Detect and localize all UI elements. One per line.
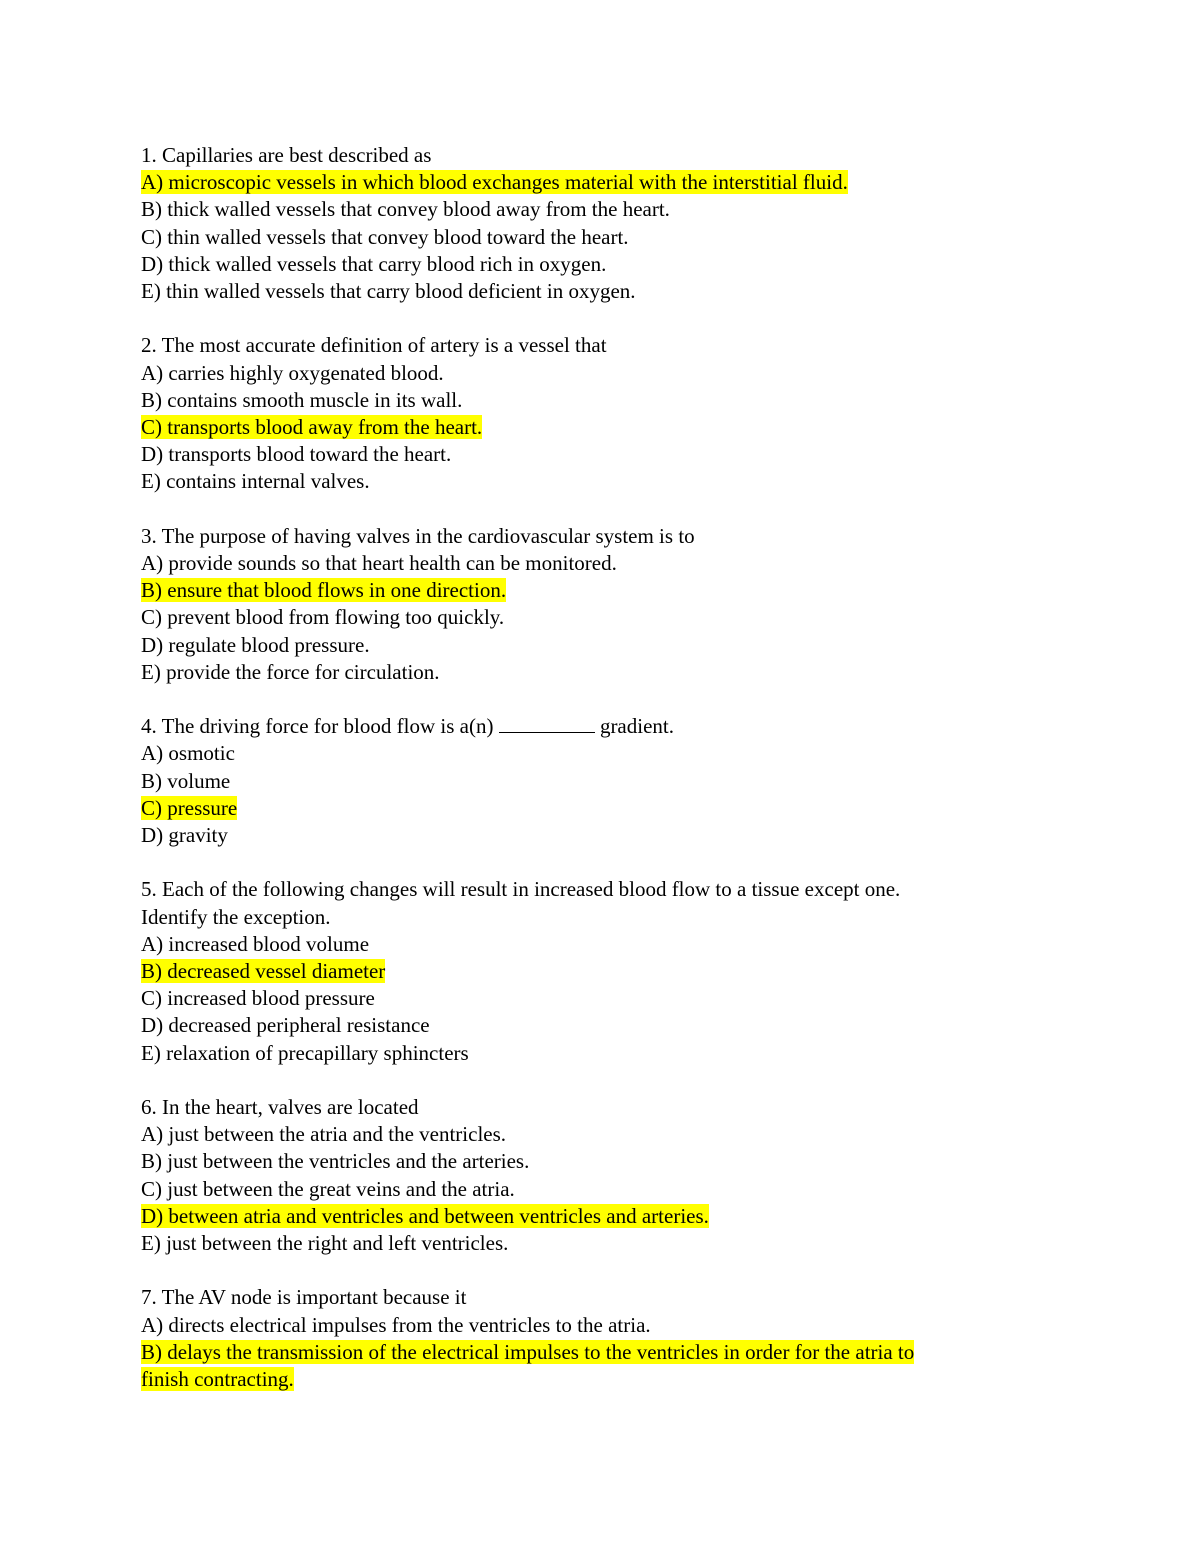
answer-option: E) provide the force for circulation. xyxy=(141,659,440,684)
answer-option: E) just between the right and left ventricles. xyxy=(141,1231,509,1256)
answer-option: A) directs electrical impulses from the ventricles to the atria. xyxy=(141,1312,651,1337)
answer-option: E) thin walled vessels that carry blood deficient in oxygen. xyxy=(141,279,636,304)
highlighted-answer: B) delays the transmission of the electrical impulses to the ventricles in order for the atria to xyxy=(141,1339,915,1364)
answer-option: A) increased blood volume xyxy=(141,931,370,956)
answer-option-correct-continued xyxy=(141,1366,1041,1393)
answer-option-correct xyxy=(141,169,1041,196)
question-4 xyxy=(141,713,1041,849)
highlighted-answer: finish contracting. xyxy=(141,1367,294,1392)
answer-option: A) just between the atria and the ventricles. xyxy=(141,1122,507,1147)
question-stem: 2. The most accurate definition of artery is a vessel that xyxy=(141,333,607,358)
answer-option: C) thin walled vessels that convey blood toward the heart. xyxy=(141,224,629,249)
highlighted-answer: D) between atria and ventricles and between ventricles and arteries. xyxy=(141,1203,709,1228)
fill-in-blank xyxy=(499,715,595,733)
answer-option-correct xyxy=(141,1339,1041,1366)
question-2 xyxy=(141,332,1041,495)
answer-option: B) just between the ventricles and the arteries. xyxy=(141,1149,530,1174)
answer-option: A) osmotic xyxy=(141,741,235,766)
highlighted-answer: C) transports blood away from the heart. xyxy=(141,415,483,440)
question-stem xyxy=(141,713,1041,740)
question-6 xyxy=(141,1094,1041,1257)
highlighted-answer: B) decreased vessel diameter xyxy=(141,959,386,984)
question-7 xyxy=(141,1284,1041,1393)
document-page xyxy=(141,142,1041,1420)
answer-option: D) gravity xyxy=(141,823,228,848)
answer-option-correct xyxy=(141,795,1041,822)
answer-option: C) prevent blood from flowing too quickly. xyxy=(141,605,505,630)
question-stem: 6. In the heart, valves are located xyxy=(141,1095,419,1120)
answer-option: A) carries highly oxygenated blood. xyxy=(141,360,444,385)
answer-option: C) just between the great veins and the atria. xyxy=(141,1176,515,1201)
answer-option-correct xyxy=(141,414,1041,441)
answer-option: E) relaxation of precapillary sphincters xyxy=(141,1040,469,1065)
question-stem: 1. Capillaries are best described as xyxy=(141,143,432,167)
answer-option: B) contains smooth muscle in its wall. xyxy=(141,387,463,412)
highlighted-answer: A) microscopic vessels in which blood exchanges material with the interstitial fluid. xyxy=(141,170,848,195)
answer-option: B) volume xyxy=(141,768,231,793)
answer-option-correct xyxy=(141,577,1041,604)
question-5 xyxy=(141,876,1041,1066)
question-3 xyxy=(141,523,1041,686)
question-stem-line-2: Identify the exception. xyxy=(141,904,331,929)
answer-option: A) provide sounds so that heart health can be monitored. xyxy=(141,551,617,576)
answer-option: D) transports blood toward the heart. xyxy=(141,442,452,467)
highlighted-answer: B) ensure that blood flows in one direction. xyxy=(141,578,507,603)
answer-option: D) decreased peripheral resistance xyxy=(141,1013,430,1038)
stem-after-blank: gradient. xyxy=(599,714,674,739)
question-stem: 3. The purpose of having valves in the cardiovascular system is to xyxy=(141,523,695,548)
answer-option: D) regulate blood pressure. xyxy=(141,632,370,657)
answer-option-correct xyxy=(141,1203,1041,1230)
highlighted-answer: C) pressure xyxy=(141,795,238,820)
question-1 xyxy=(141,142,1041,305)
answer-option: B) thick walled vessels that convey blood away from the heart. xyxy=(141,197,670,222)
answer-option: C) increased blood pressure xyxy=(141,986,375,1011)
question-stem: 7. The AV node is important because it xyxy=(141,1285,467,1310)
stem-before-blank: 4. The driving force for blood flow is a(n) xyxy=(141,714,494,739)
answer-option: D) thick walled vessels that carry blood rich in oxygen. xyxy=(141,251,607,276)
question-stem-line-1: 5. Each of the following changes will result in increased blood flow to a tissue except one. xyxy=(141,877,901,902)
answer-option: E) contains internal valves. xyxy=(141,469,370,494)
answer-option-correct xyxy=(141,958,1041,985)
